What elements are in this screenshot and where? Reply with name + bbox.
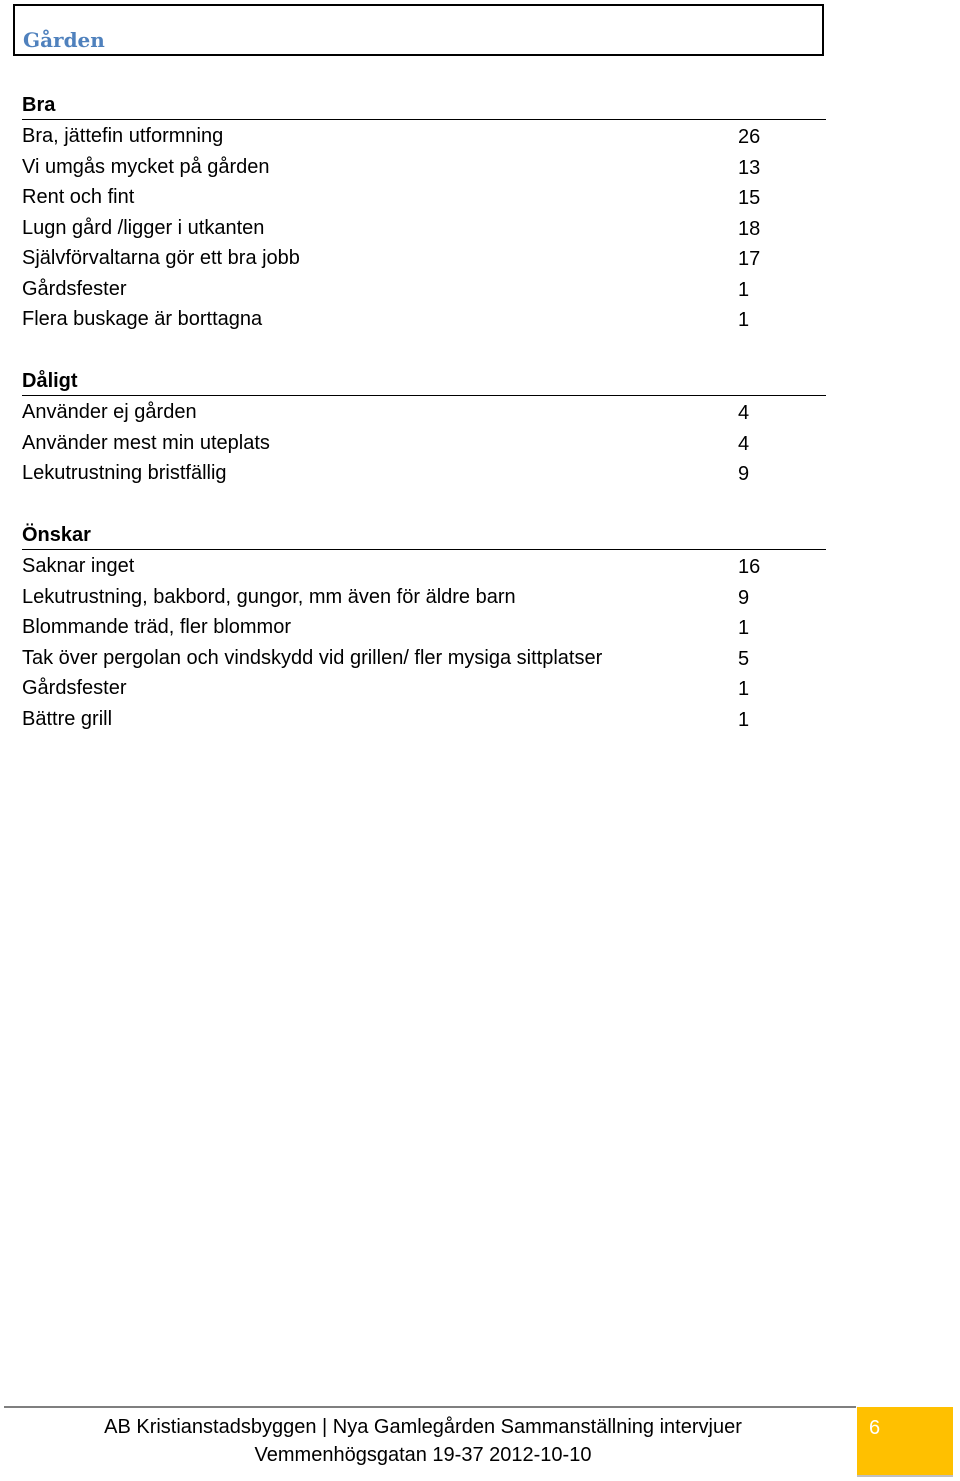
section-bra — [22, 92, 826, 335]
item-count: 1 — [738, 617, 750, 639]
item-count: 26 — [738, 126, 761, 148]
list-item — [22, 612, 826, 643]
page-number: 6 — [869, 1417, 881, 1439]
footer-divider — [4, 1406, 856, 1408]
list-item — [22, 274, 826, 305]
list-item — [22, 704, 826, 735]
item-count: 1 — [738, 278, 750, 301]
list-item — [22, 243, 826, 274]
section-heading: Dåligt — [22, 368, 826, 396]
list-item — [22, 397, 826, 428]
item-count: 4 — [738, 402, 750, 424]
item-count: 13 — [738, 156, 761, 179]
item-label: Rent och fint — [22, 186, 135, 208]
item-label: Vi umgås mycket på gården — [22, 155, 270, 178]
list-item — [22, 304, 826, 335]
list-item — [22, 551, 826, 582]
item-label: Självförvaltarna gör ett bra jobb — [22, 247, 300, 269]
item-label: Lekutrustning, bakbord, gungor, mm även för äldre barn — [22, 585, 516, 608]
list-item — [22, 121, 826, 152]
section-daligt — [22, 368, 826, 489]
list-item — [22, 428, 826, 459]
item-count: 5 — [738, 647, 750, 670]
item-count: 1 — [738, 678, 750, 700]
list-item — [22, 582, 826, 613]
page-title: Gården — [23, 28, 105, 52]
item-label: Flera buskage är borttagna — [22, 308, 263, 330]
item-label: Blommande träd, fler blommor — [22, 616, 291, 638]
item-count: 1 — [738, 309, 750, 331]
item-count: 1 — [738, 708, 750, 731]
item-label: Gårdsfester — [22, 677, 127, 699]
list-item — [22, 182, 826, 213]
section-onskar — [22, 522, 826, 734]
list-item — [22, 213, 826, 244]
item-label: Använder ej gården — [22, 401, 197, 423]
item-label: Bra, jättefin utformning — [22, 125, 224, 147]
footer-address-date: Vemmenhögsgatan 19-37 2012-10-10 — [254, 1444, 592, 1466]
item-label: Gårdsfester — [22, 277, 127, 300]
item-count: 9 — [738, 586, 750, 609]
page-number-box — [857, 1407, 953, 1477]
section-heading: Bra — [22, 92, 826, 120]
item-count: 18 — [738, 217, 761, 240]
item-label: Saknar inget — [22, 555, 135, 577]
item-label: Tak över pergolan och vindskydd vid grillen/ fler mysiga sittplatser — [22, 646, 603, 669]
item-label: Lekutrustning bristfällig — [22, 462, 227, 484]
footer-organization: AB Kristianstadsbyggen | Nya Gamlegården Sammanställning intervjuer — [104, 1416, 742, 1438]
list-item — [22, 458, 826, 489]
item-label: Bättre grill — [22, 707, 113, 730]
item-count: 15 — [738, 187, 761, 209]
list-item — [22, 673, 826, 704]
item-count: 9 — [738, 463, 750, 485]
item-count: 16 — [738, 556, 761, 578]
item-count: 4 — [738, 432, 750, 455]
section-heading: Önskar — [22, 522, 826, 550]
list-item — [22, 643, 826, 674]
item-count: 17 — [738, 248, 761, 270]
list-item — [22, 152, 826, 183]
section-title-box — [13, 4, 824, 56]
item-label: Lugn gård /ligger i utkanten — [22, 216, 265, 239]
item-label: Använder mest min uteplats — [22, 431, 270, 454]
